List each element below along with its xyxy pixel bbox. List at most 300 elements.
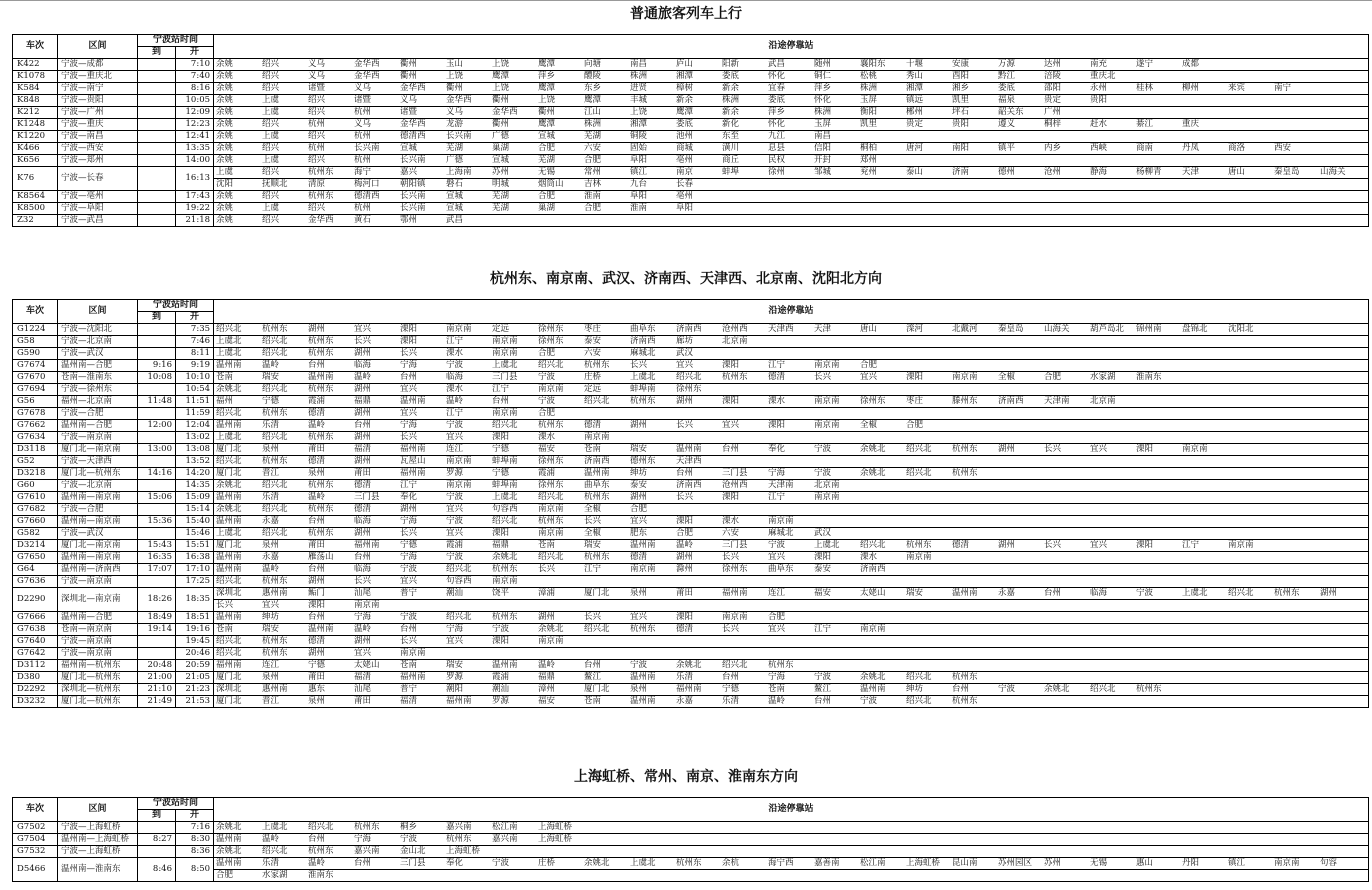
stops-list — [214, 59, 1369, 71]
stop-name: 龙游 — [446, 119, 464, 129]
arrive-time — [138, 131, 176, 143]
stop-name: 溧水 — [446, 348, 464, 358]
stop-name: 宁波 — [860, 696, 878, 706]
stop-name: 奉化 — [768, 444, 786, 454]
stop-name: 溧水 — [446, 384, 464, 394]
depart-time: 14:20 — [176, 468, 214, 480]
stop-name: 宁波 — [814, 444, 832, 454]
stop-name: 金华西 — [400, 119, 426, 129]
header-route: 区间 — [58, 300, 138, 324]
stop-name: 台州 — [308, 834, 326, 844]
stop-name: 绍兴北 — [216, 648, 242, 658]
stop-name: 临海 — [446, 372, 464, 382]
stop-name: 信阳 — [814, 143, 832, 153]
stop-name: 吉林 — [584, 179, 602, 189]
arrive-time: 14:16 — [138, 468, 176, 480]
timetable-shanghai-direction — [12, 797, 1369, 882]
stop-name: 苍南 — [400, 660, 418, 670]
table-row — [13, 564, 1369, 576]
stop-name: 余姚北 — [216, 384, 242, 394]
stop-name: 沧州 — [1044, 167, 1062, 177]
header-route: 区间 — [58, 35, 138, 59]
stops-list — [214, 588, 1369, 600]
stop-name: 南昌 — [630, 59, 648, 69]
stop-name: 福清 — [354, 672, 372, 682]
stop-name: 贵阳 — [1090, 95, 1108, 105]
stops-list — [214, 696, 1369, 708]
stop-name: 潮汕 — [446, 588, 464, 598]
header-ningbo-time: 宁波站时间 — [138, 798, 214, 810]
stop-name: 新余 — [722, 83, 740, 93]
stop-name: 南京南 — [446, 480, 472, 490]
arrive-time: 13:00 — [138, 444, 176, 456]
depart-time: 7:16 — [176, 822, 214, 834]
stop-name: 江宁 — [584, 564, 602, 574]
stop-name: 台州 — [952, 684, 970, 694]
depart-time: 15:09 — [176, 492, 214, 504]
route: 福州—北京南 — [58, 396, 138, 408]
stop-name: 杭州东 — [952, 444, 978, 454]
stop-name: 福清 — [400, 696, 418, 706]
route: 宁波—南京南 — [58, 432, 138, 444]
arrive-time — [138, 107, 176, 119]
stop-name: 泰安 — [814, 564, 832, 574]
stop-name: 全椒 — [860, 420, 878, 430]
depart-time: 19:45 — [176, 636, 214, 648]
route: 宁波—成都 — [58, 59, 138, 71]
route: 宁波—重庆北 — [58, 71, 138, 83]
stop-name: 玉屏 — [814, 119, 832, 129]
stop-name: 瑞安 — [262, 624, 280, 634]
stop-name: 潢川 — [722, 143, 740, 153]
stop-name: 上虞 — [262, 131, 280, 141]
stop-name: 苍南 — [584, 444, 602, 454]
stop-name: 合肥 — [906, 420, 924, 430]
stop-name: 宜兴 — [446, 636, 464, 646]
stop-name: 玉屏 — [860, 95, 878, 105]
stop-name: 合肥 — [538, 348, 556, 358]
train-number: G7666 — [13, 612, 58, 624]
depart-time: 7:40 — [176, 71, 214, 83]
stop-name: 杭州东 — [952, 468, 978, 478]
stop-name: 杭州东 — [906, 540, 932, 550]
arrive-time: 9:16 — [138, 360, 176, 372]
table-row — [13, 822, 1369, 834]
stop-name: 上虞北 — [814, 540, 840, 550]
stop-name: 福鼎 — [354, 396, 372, 406]
route: 温州南—南京南 — [58, 492, 138, 504]
stop-name: 永嘉 — [998, 588, 1016, 598]
stop-name: 柳州 — [1182, 83, 1200, 93]
stop-name: 南宁 — [1274, 83, 1292, 93]
stop-name: 绍兴北 — [906, 696, 932, 706]
stop-name: 杭州东 — [308, 348, 334, 358]
stop-name: 绍兴北 — [216, 324, 242, 334]
stop-name: 厦门北 — [216, 696, 242, 706]
stop-name: 德州东 — [630, 456, 656, 466]
stop-name: 德清 — [354, 480, 372, 490]
stop-name: 绍兴北 — [584, 624, 610, 634]
route: 福州南—杭州东 — [58, 660, 138, 672]
stop-name: 杭州 — [308, 143, 326, 153]
stop-name: 广州 — [1044, 107, 1062, 117]
stop-name: 宜兴 — [722, 420, 740, 430]
stop-name: 瑞安 — [906, 588, 924, 598]
stop-name: 句容西 — [446, 576, 472, 586]
stop-name: 余姚北 — [216, 822, 242, 832]
stop-name: 南昌 — [814, 131, 832, 141]
stops-list — [214, 432, 1369, 444]
stops-list — [214, 119, 1369, 131]
stop-name: 萍乡 — [768, 107, 786, 117]
depart-time: 21:23 — [176, 684, 214, 696]
stop-name: 宁海 — [354, 612, 372, 622]
stop-name: 成都 — [1182, 59, 1200, 69]
stop-name: 东至 — [722, 131, 740, 141]
stop-name: 杭州东 — [952, 696, 978, 706]
stop-name: 宁波 — [446, 492, 464, 502]
stop-name: 义乌 — [446, 107, 464, 117]
stop-name: 廊坊 — [676, 336, 694, 346]
table-row — [13, 624, 1369, 636]
table-row — [13, 444, 1369, 456]
stop-name: 天津西 — [768, 324, 794, 334]
stop-name: 永嘉 — [262, 552, 280, 562]
train-number: K8500 — [13, 203, 58, 215]
stop-name: 乐清 — [262, 420, 280, 430]
stop-name: 绍兴北 — [906, 672, 932, 682]
depart-time: 18:51 — [176, 612, 214, 624]
stop-name: 绍兴北 — [906, 468, 932, 478]
stop-name: 台州 — [1044, 588, 1062, 598]
stop-name: 赶水 — [1090, 119, 1108, 129]
train-number: K8564 — [13, 191, 58, 203]
route: 宁波—南昌 — [58, 131, 138, 143]
header-stops: 沿途停靠站 — [214, 300, 1369, 324]
depart-time: 10:10 — [176, 372, 214, 384]
table-row — [13, 576, 1369, 588]
table-row-continued — [13, 600, 1369, 612]
route: 厦门北—杭州东 — [58, 696, 138, 708]
stop-name: 衢州 — [538, 107, 556, 117]
stop-name: 余姚 — [216, 215, 234, 225]
stop-name: 无锡 — [538, 167, 556, 177]
depart-time: 20:46 — [176, 648, 214, 660]
stop-name: 临海 — [354, 516, 372, 526]
stop-name: 杭州东 — [768, 660, 794, 670]
stop-name: 来宾 — [1228, 83, 1246, 93]
route: 宁波—北京南 — [58, 336, 138, 348]
depart-time: 7:35 — [176, 324, 214, 336]
header-ningbo-time: 宁波站时间 — [138, 300, 214, 312]
route: 宁波—广州 — [58, 107, 138, 119]
stop-name: 衢州 — [492, 95, 510, 105]
stop-name: 台州 — [814, 696, 832, 706]
route: 宁波—沈阳北 — [58, 324, 138, 336]
stop-name: 淮南 — [584, 191, 602, 201]
train-number: K466 — [13, 143, 58, 155]
stop-name: 绍兴北 — [216, 456, 242, 466]
stop-name: 温岭 — [354, 624, 372, 634]
stop-name: 宜兴 — [354, 324, 372, 334]
train-number: G7662 — [13, 420, 58, 432]
stop-name: 溧阳 — [676, 516, 694, 526]
arrive-time — [138, 504, 176, 516]
stop-name: 泉州 — [308, 696, 326, 706]
depart-time: 21:53 — [176, 696, 214, 708]
stop-name: 南京南 — [952, 372, 978, 382]
stop-name: 上虞 — [262, 107, 280, 117]
depart-time: 13:52 — [176, 456, 214, 468]
stop-name: 枣庄 — [584, 324, 602, 334]
stop-name: 奉化 — [400, 492, 418, 502]
stops-list — [214, 834, 1369, 846]
stop-name: 长兴 — [400, 348, 418, 358]
table-row — [13, 492, 1369, 504]
depart-time: 10:54 — [176, 384, 214, 396]
stop-name: 溧阳 — [768, 420, 786, 430]
stop-name: 金华西 — [354, 71, 380, 81]
stop-name: 合肥 — [584, 203, 602, 213]
stop-name: 温州南 — [952, 588, 978, 598]
route: 宁波—重庆 — [58, 119, 138, 131]
stop-name: 商南 — [1136, 143, 1154, 153]
stop-name: 绅坊 — [906, 684, 924, 694]
table-row — [13, 59, 1369, 71]
stop-name: 杭州东 — [262, 648, 288, 658]
stops-list — [214, 858, 1369, 870]
arrive-time — [138, 95, 176, 107]
stop-name: 衢州 — [446, 83, 464, 93]
stop-name: 温州南 — [216, 516, 242, 526]
stop-name: 唐河 — [906, 143, 924, 153]
table-row-continued — [13, 870, 1369, 882]
arrive-time: 11:48 — [138, 396, 176, 408]
stop-name: 株洲 — [860, 83, 878, 93]
stop-name: 天津 — [814, 324, 832, 334]
stop-name: 宁波 — [400, 564, 418, 574]
stop-name: 淮南 — [630, 203, 648, 213]
stop-name: 娄底 — [676, 119, 694, 129]
route: 温州南—合肥 — [58, 612, 138, 624]
stop-name: 商洛 — [1228, 143, 1246, 153]
route: 深圳北—杭州东 — [58, 684, 138, 696]
stop-name: 明城 — [492, 179, 510, 189]
train-number: G52 — [13, 456, 58, 468]
arrive-time — [138, 432, 176, 444]
stop-name: 宁波 — [538, 396, 556, 406]
stop-name: 台州 — [308, 516, 326, 526]
depart-time: 21:05 — [176, 672, 214, 684]
stop-name: 武昌 — [446, 215, 464, 225]
train-number: K76 — [13, 167, 58, 191]
stop-name: 麻城北 — [630, 348, 656, 358]
stop-name: 厦门北 — [216, 468, 242, 478]
stop-name: 泉州 — [308, 468, 326, 478]
stop-name: 葫芦岛北 — [1090, 324, 1125, 334]
stop-name: 上虞北 — [262, 822, 288, 832]
stop-name: 三门县 — [722, 468, 748, 478]
stop-name: 绍兴 — [308, 155, 326, 165]
stop-name: 韶关东 — [998, 107, 1024, 117]
stop-name: 宁波 — [446, 420, 464, 430]
stop-name: 宁波 — [400, 834, 418, 844]
stop-name: 温州南 — [630, 696, 656, 706]
stops-list — [214, 504, 1369, 516]
depart-time: 12:04 — [176, 420, 214, 432]
stop-name: 上虞 — [262, 155, 280, 165]
depart-time: 19:16 — [176, 624, 214, 636]
stop-name: 三门县 — [492, 372, 518, 382]
table-row — [13, 858, 1369, 870]
stop-name: 宜兴 — [1090, 540, 1108, 550]
stop-name: 宁德 — [308, 660, 326, 670]
stop-name: 诸暨 — [308, 83, 326, 93]
stop-name: 新化 — [722, 119, 740, 129]
stop-name: 绅坊 — [630, 468, 648, 478]
stop-name: 绍兴北 — [262, 504, 288, 514]
stop-name: 余姚北 — [860, 468, 886, 478]
stop-name: 余姚北 — [216, 504, 242, 514]
stop-name: 济南 — [952, 167, 970, 177]
route: 宁波—亳州 — [58, 191, 138, 203]
stop-name: 济南西 — [676, 480, 702, 490]
stops-list — [214, 107, 1369, 119]
stop-name: 余姚北 — [584, 858, 610, 868]
stop-name: 水家湖 — [1090, 372, 1116, 382]
stop-name: 金华西 — [400, 83, 426, 93]
stop-name: 绍兴 — [308, 203, 326, 213]
stop-name: 宁波 — [446, 552, 464, 562]
stop-name: 淮南东 — [308, 870, 334, 880]
stop-name: 泰安 — [584, 336, 602, 346]
stop-name: 长兴 — [814, 372, 832, 382]
stop-name: 苍南 — [216, 372, 234, 382]
stop-name: 上虞 — [216, 167, 234, 177]
stop-name: 饶平 — [492, 588, 510, 598]
stop-name: 绅坊 — [262, 612, 280, 622]
route: 苍南—淮南东 — [58, 372, 138, 384]
stop-name: 漳浦 — [538, 588, 556, 598]
stop-name: 绍兴北 — [584, 396, 610, 406]
stop-name: 乐清 — [262, 858, 280, 868]
arrive-time: 15:43 — [138, 540, 176, 552]
stop-name: 瑞安 — [262, 372, 280, 382]
train-number: G7650 — [13, 552, 58, 564]
table-row — [13, 846, 1369, 858]
table-row — [13, 540, 1369, 552]
stop-name: 合肥 — [216, 870, 234, 880]
stops-list — [214, 372, 1369, 384]
train-number: G64 — [13, 564, 58, 576]
stop-name: 湖州 — [998, 444, 1016, 454]
header-ningbo-time: 宁波站时间 — [138, 35, 214, 47]
route: 宁波—合肥 — [58, 408, 138, 420]
stop-name: 南京南 — [538, 384, 564, 394]
stop-name: 合肥 — [630, 504, 648, 514]
depart-time: 21:18 — [176, 215, 214, 227]
table-row — [13, 143, 1369, 155]
stop-name: 福州南 — [722, 588, 748, 598]
stops-list — [214, 360, 1369, 372]
arrive-time — [138, 636, 176, 648]
stop-name: 温州南 — [400, 396, 426, 406]
train-number: G7502 — [13, 822, 58, 834]
stop-name: 余姚北 — [1044, 684, 1070, 694]
depart-time: 7:10 — [176, 59, 214, 71]
stop-name: 水家湖 — [262, 870, 288, 880]
table-row — [13, 528, 1369, 540]
stop-name: 湖州 — [354, 432, 372, 442]
stop-name: 宁波 — [768, 540, 786, 550]
stop-name: 南京南 — [860, 624, 886, 634]
stop-name: 泉州 — [262, 540, 280, 550]
stop-name: 宜兴 — [354, 648, 372, 658]
stop-name: 曲阜东 — [768, 564, 794, 574]
stop-name: 嘉善南 — [814, 858, 840, 868]
table-row — [13, 516, 1369, 528]
stop-name: 绍兴 — [262, 191, 280, 201]
stop-name: 长兴 — [584, 516, 602, 526]
train-number: K848 — [13, 95, 58, 107]
stops-list — [214, 191, 1369, 203]
table-row — [13, 672, 1369, 684]
stop-name: 晋江 — [262, 468, 280, 478]
stop-name: 义乌 — [354, 119, 372, 129]
stop-name: 绍兴 — [308, 131, 326, 141]
table-row — [13, 636, 1369, 648]
stop-name: 福安 — [814, 588, 832, 598]
stop-name: 合肥 — [538, 191, 556, 201]
stop-name: 德清 — [676, 624, 694, 634]
stop-name: 杭州 — [354, 155, 372, 165]
arrive-time — [138, 119, 176, 131]
stops-list — [214, 672, 1369, 684]
stop-name: 重庆北 — [1090, 71, 1116, 81]
stop-name: 义乌 — [354, 83, 372, 93]
depart-time: 10:05 — [176, 95, 214, 107]
route: 厦门北—南京南 — [58, 540, 138, 552]
route: 宁波—合肥 — [58, 504, 138, 516]
stop-name: 鄂州 — [400, 215, 418, 225]
stop-name: 海宁 — [354, 167, 372, 177]
depart-time: 20:59 — [176, 660, 214, 672]
stop-name: 德清 — [308, 408, 326, 418]
stop-name: 杭州东 — [584, 360, 610, 370]
depart-time: 16:38 — [176, 552, 214, 564]
stop-name: 全椒 — [584, 528, 602, 538]
stop-name: 宜兴 — [400, 408, 418, 418]
stop-name: 南京南 — [584, 432, 610, 442]
depart-time: 15:40 — [176, 516, 214, 528]
stop-name: 黄石 — [354, 215, 372, 225]
arrive-time — [138, 59, 176, 71]
route: 温州南—合肥 — [58, 420, 138, 432]
stop-name: 湖州 — [354, 348, 372, 358]
stop-name: 商城 — [676, 143, 694, 153]
stop-name: 杭州东 — [354, 822, 380, 832]
stop-name: 绍兴北 — [262, 384, 288, 394]
stop-name: 温岭 — [538, 660, 556, 670]
stop-name: 桂林 — [1136, 83, 1154, 93]
stop-name: 宁波 — [492, 624, 510, 634]
stop-name: 温岭 — [308, 420, 326, 430]
stop-name: 太姥山 — [354, 660, 380, 670]
route: 宁波—武昌 — [58, 215, 138, 227]
stop-name: 沧州西 — [722, 324, 748, 334]
stop-name: 连江 — [262, 660, 280, 670]
depart-time: 14:00 — [176, 155, 214, 167]
